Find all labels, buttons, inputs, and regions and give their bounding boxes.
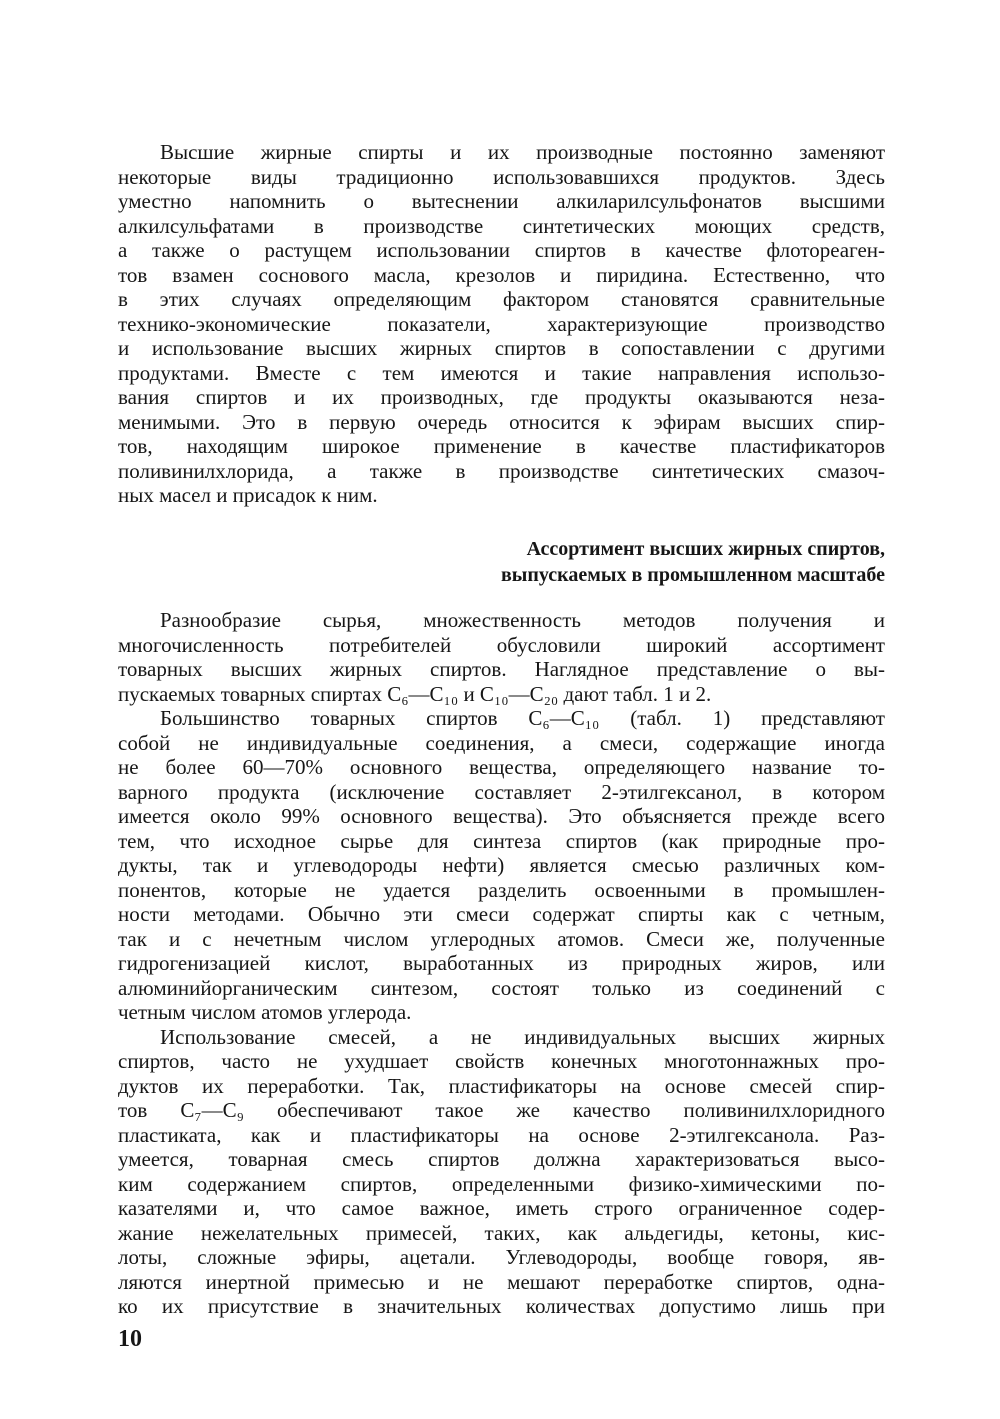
text-line: дукты, так и углеводороды нефти) является смесью различных ком- (118, 853, 885, 877)
text-line: дуктов их переработки. Так, пластификаторы на основе смесей спир- (118, 1073, 885, 1098)
page-number: 10 (118, 1326, 142, 1352)
text-line: пластиката, как и пластификаторы на основе 2-этилгексанола. Раз- (118, 1122, 885, 1147)
text-line: алкилсульфатами в производстве синтетических моющих средств, (118, 213, 885, 238)
text-line: вания спиртов и их производных, где продукты оказываются неза- (118, 385, 885, 409)
text-line: ности методами. Обычно эти смеси содержат спирты как с четным, (118, 902, 885, 926)
text-line: не более 60—70% основного вещества, определяющего название то- (118, 755, 885, 779)
section-body (118, 608, 885, 1319)
text-line: товарных высших жирных спиртов. Наглядное представление о вы- (118, 657, 885, 681)
text-line: некоторые виды традиционно использовавшихся продуктов. Здесь (118, 164, 885, 189)
text-line: Большинство товарных спиртов C₆—C₁₀ (табл. 1) представляют (160, 706, 885, 730)
text-line: а также о растущем использовании спиртов в качестве флотореаген- (118, 238, 885, 262)
text-line: технико-экономические показатели, характеризующие производство (118, 311, 885, 336)
text-line: и использование высших жирных спиртов в сопоставлении с другими (118, 336, 885, 360)
text-line: уместно напомнить о вытеснении алкиларилсульфонатов высшими (118, 189, 885, 213)
text-line: умеется, товарная смесь спиртов должна характеризоваться высо- (118, 1147, 885, 1171)
heading-line-1: Ассортимент высших жирных спиртов, (526, 538, 885, 560)
text-line: так и с нечетным числом углеродных атомов. Смеси же, полученные (118, 926, 885, 951)
text-line: ных масел и присадок к ним. (118, 483, 378, 507)
text-line: понентов, которые не удается разделить освоенными в промышлен- (118, 877, 885, 902)
text-line: многочисленность потребителей обусловили широкий ассортимент (118, 632, 885, 657)
text-line: тов C₇—C₉ обеспечивают такое же качество поливинилхлоридного (118, 1098, 885, 1122)
text-line: Разнообразие сырья, множественность методов получения и (160, 608, 885, 632)
text-line: тов взамен соснового масла, крезолов и пиридина. Естественно, что (118, 262, 885, 287)
text-line: алюминийорганическим синтезом, состоят только из соединений с (118, 975, 885, 1000)
text-line: тем, что исходное сырье для синтеза спиртов (как природные про- (118, 828, 885, 853)
text-line: Использование смесей, а не индивидуальных высших жирных (160, 1024, 885, 1049)
text-line: менимыми. Это в первую очередь относится к эфирам высших спир- (118, 409, 885, 434)
heading-line-2: выпускаемых в промышленном масштабе (500, 564, 885, 586)
text-line: ляются инертной примесью и не мешают переработке спиртов, одна- (118, 1269, 885, 1294)
text-line: варного продукта (исключение составляет 2-этилгексанол, в котором (118, 779, 885, 804)
text-line: ким содержанием спиртов, определенными физико-химическими по- (118, 1171, 885, 1196)
text-line: гидрогенизацией кислот, выработанных из природных жиров, или (118, 951, 885, 975)
text-line: спиртов, часто не ухудшает свойств конечных многотоннажных про- (118, 1049, 885, 1073)
text-line: казателями и, что самое важное, иметь строго ограниченное содер- (118, 1196, 885, 1220)
text-line: лоты, сложные эфиры, ацетали. Углеводороды, вообще говоря, яв- (118, 1245, 885, 1269)
text-line: имеется около 99% основного вещества). Это объясняется прежде всего (118, 804, 885, 828)
text-line: четным числом атомов углерода. (118, 1000, 412, 1024)
text-line: в этих случаях определяющим фактором становятся сравнительные (118, 287, 885, 311)
text-line: собой не индивидуальные соединения, а смеси, содержащие иногда (118, 730, 885, 755)
intro-paragraph (118, 140, 885, 508)
text-line: поливинилхлорида, а также в производстве синтетических смазоч- (118, 458, 885, 483)
section-heading (118, 536, 885, 588)
text-line: продуктами. Вместе с тем имеются и такие направления использо- (118, 360, 885, 385)
text-line: ко их присутствие в значительных количествах допустимо лишь при (118, 1294, 885, 1318)
text-line: жание нежелательных примесей, таких, как альдегиды, кетоны, кис- (118, 1220, 885, 1245)
text-line: Высшие жирные спирты и их производные постоянно заменяют (160, 140, 885, 164)
text-line: пускаемых товарных спиртах C₆—C₁₀ и C₁₀—C₂₀ дают табл. 1 и 2. (118, 681, 712, 706)
text-line: тов, находящим широкое применение в качестве пластификаторов (118, 434, 885, 458)
